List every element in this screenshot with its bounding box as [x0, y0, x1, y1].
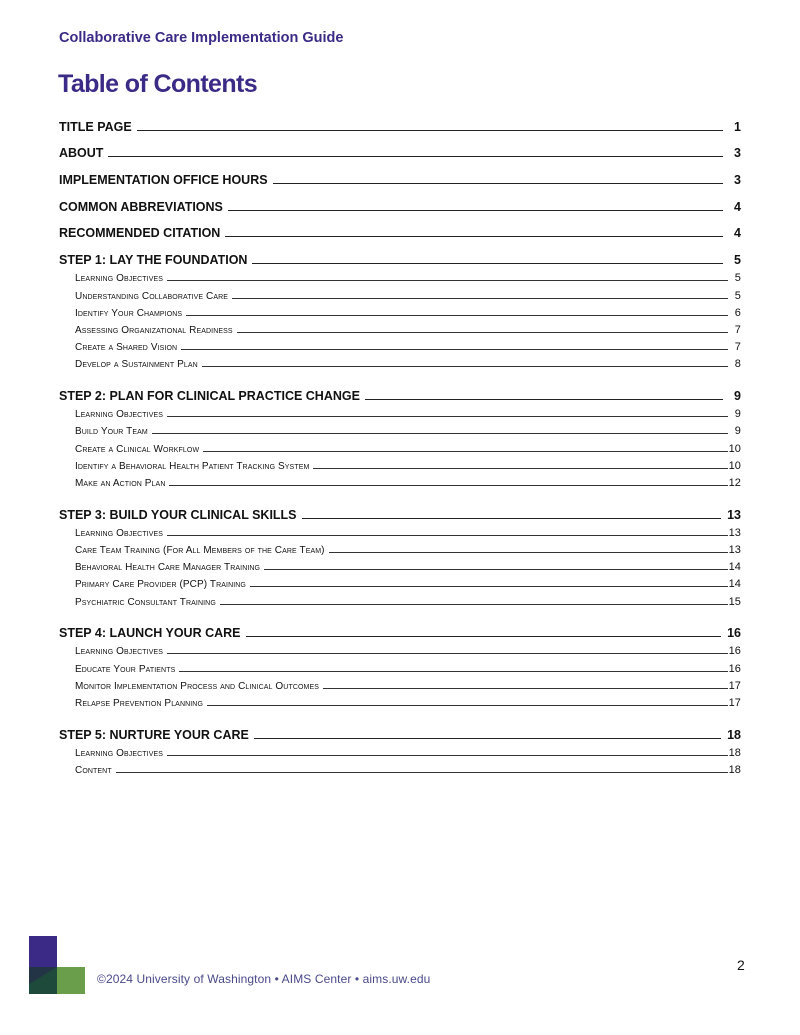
- toc-entry-page: 7: [734, 341, 741, 354]
- toc-entry-label: RECOMMENDED CITATION: [59, 226, 221, 241]
- toc-entry-label: Psychiatric Consultant Training: [75, 596, 216, 608]
- dot-leader: [207, 705, 728, 706]
- dot-leader: [116, 772, 728, 773]
- toc-entry-page: 4: [734, 226, 741, 241]
- dot-leader: [264, 569, 727, 570]
- toc-subentry[interactable]: [59, 267, 741, 284]
- toc-entry-page: 9: [734, 408, 741, 421]
- dot-leader: [250, 586, 728, 587]
- toc-entry-page: 13: [727, 507, 741, 522]
- toc-entry-page: 14: [728, 578, 741, 591]
- dot-leader: [246, 636, 722, 637]
- toc-entry-page: 18: [728, 746, 741, 759]
- toc-entry-label: Primary Care Provider (PCP) Training: [75, 579, 246, 591]
- toc-entry-page: 12: [728, 476, 741, 489]
- dot-leader: [302, 518, 722, 519]
- toc-subentry[interactable]: [59, 437, 741, 454]
- dot-leader: [202, 366, 728, 367]
- toc-subentry[interactable]: [59, 657, 741, 674]
- dot-leader: [225, 236, 723, 237]
- toc-subentry[interactable]: [59, 539, 741, 556]
- toc-entry-page: 5: [734, 253, 741, 268]
- toc-entry-page: 15: [728, 595, 741, 608]
- dot-leader: [167, 280, 728, 281]
- toc-entry-label: Make an Action Plan: [75, 477, 166, 489]
- toc-subentry[interactable]: [59, 403, 741, 420]
- dot-leader: [167, 416, 728, 417]
- toc-entry-page: 8: [734, 358, 741, 371]
- dot-leader: [228, 210, 723, 211]
- dot-leader: [254, 738, 721, 739]
- dot-leader: [203, 451, 727, 452]
- toc-entry-page: 5: [734, 272, 741, 285]
- toc-entry-page: 9: [734, 425, 741, 438]
- toc-entry-label: STEP 5: NURTURE YOUR CARE: [59, 727, 249, 742]
- toc-entry-label: Learning Objectives: [75, 646, 164, 658]
- toc-subentry[interactable]: [59, 590, 741, 607]
- toc-entry-label: Create a Shared Vision: [75, 342, 178, 354]
- dot-leader: [137, 130, 723, 131]
- toc-entry[interactable]: [59, 160, 741, 187]
- toc-entry-label: Educate Your Patients: [75, 663, 176, 675]
- dot-leader: [273, 183, 723, 184]
- toc-entry-label: STEP 3: BUILD YOUR CLINICAL SKILLS: [59, 507, 297, 522]
- dot-leader: [152, 433, 728, 434]
- toc-entry[interactable]: [59, 187, 741, 214]
- toc-subentry[interactable]: [59, 420, 741, 437]
- toc-step-entry[interactable]: [59, 614, 741, 641]
- toc-subentry[interactable]: [59, 692, 741, 709]
- table-of-contents: [59, 107, 741, 782]
- toc-entry-page: 13: [728, 543, 741, 556]
- toc-entry-page: 18: [727, 727, 741, 742]
- toc-entry-page: 17: [728, 679, 741, 692]
- toc-entry-page: 16: [728, 662, 741, 675]
- dot-leader: [108, 156, 723, 157]
- dot-leader: [167, 653, 728, 654]
- toc-entry-label: IMPLEMENTATION OFFICE HOURS: [59, 173, 268, 188]
- toc-subentry[interactable]: [59, 472, 741, 489]
- toc-entry-page: 9: [734, 388, 741, 403]
- toc-entry-page: 4: [734, 199, 741, 214]
- toc-step-entry[interactable]: [59, 240, 741, 267]
- toc-entry-label: ABOUT: [59, 146, 104, 161]
- dot-leader: [186, 315, 728, 316]
- toc-subentry[interactable]: [59, 284, 741, 301]
- toc-entry-label: Learning Objectives: [75, 747, 164, 759]
- dot-leader: [167, 535, 728, 536]
- toc-entry-page: 7: [734, 323, 741, 336]
- toc-entry-page: 10: [728, 459, 741, 472]
- dot-leader: [232, 298, 728, 299]
- toc-step-subsections: [59, 522, 741, 608]
- toc-entry-page: 5: [734, 289, 741, 302]
- toc-entry[interactable]: [59, 134, 741, 161]
- toc-entry-label: Learning Objectives: [75, 409, 164, 421]
- toc-subentry[interactable]: [59, 675, 741, 692]
- toc-entry-page: 6: [734, 306, 741, 319]
- toc-entry-label: Learning Objectives: [75, 527, 164, 539]
- footer-copyright: ©2024 University of Washington • AIMS Center • aims.uw.edu: [97, 972, 431, 986]
- toc-entry-page: 16: [727, 626, 741, 641]
- toc-entry-label: STEP 4: LAUNCH YOUR CARE: [59, 626, 241, 641]
- toc-entry-label: STEP 1: LAY THE FOUNDATION: [59, 253, 248, 268]
- toc-entry-page: 10: [728, 442, 741, 455]
- dot-leader: [329, 552, 728, 553]
- toc-entry-label: Develop a Sustainment Plan: [75, 359, 198, 371]
- toc-subentry[interactable]: [59, 640, 741, 657]
- toc-entry-label: Identify a Behavioral Health Patient Tracking System: [75, 460, 310, 472]
- dot-leader: [169, 485, 727, 486]
- dot-leader: [323, 688, 728, 689]
- toc-entry-label: Behavioral Health Care Manager Training: [75, 562, 261, 574]
- toc-entry-page: 3: [734, 173, 741, 188]
- toc-entry-label: Assessing Organizational Readiness: [75, 324, 233, 336]
- toc-entry-label: Create a Clinical Workflow: [75, 443, 200, 455]
- toc-subentry[interactable]: [59, 302, 741, 319]
- toc-entry-page: 14: [728, 561, 741, 574]
- toc-entry-page: 3: [734, 146, 741, 161]
- toc-entry-label: Care Team Training (For All Members of the Care Team): [75, 544, 325, 556]
- toc-entry-page: 17: [728, 696, 741, 709]
- toc-entry-label: STEP 2: PLAN FOR CLINICAL PRACTICE CHANGE: [59, 388, 360, 403]
- toc-entry[interactable]: [59, 214, 741, 241]
- toc-entry-page: 16: [728, 645, 741, 658]
- toc-subentry[interactable]: [59, 742, 741, 759]
- toc-entry-label: Content: [75, 765, 112, 776]
- toc-entry-label: Monitor Implementation Process and Clinical Outcomes: [75, 680, 320, 692]
- toc-subentry[interactable]: [59, 353, 741, 370]
- dot-leader: [237, 332, 728, 333]
- toc-entry-label: TITLE PAGE: [59, 119, 132, 134]
- toc-title: Table of Contents: [58, 70, 258, 98]
- dot-leader: [179, 671, 727, 672]
- dot-leader: [313, 468, 727, 469]
- document-header-title: Collaborative Care Implementation Guide: [59, 30, 344, 46]
- toc-step-subsections: [59, 742, 741, 776]
- toc-entry-page: 13: [728, 526, 741, 539]
- toc-entry[interactable]: [59, 107, 741, 134]
- toc-entry-label: Build Your Team: [75, 426, 148, 438]
- toc-entry-page: 18: [728, 764, 741, 776]
- toc-step-subsections: [59, 267, 741, 370]
- toc-step-entry[interactable]: [59, 715, 741, 742]
- toc-step-entry[interactable]: [59, 495, 741, 522]
- toc-subentry[interactable]: [59, 522, 741, 539]
- dot-leader: [365, 399, 723, 400]
- toc-subentry[interactable]: [59, 759, 741, 776]
- aims-logo-icon: [29, 936, 85, 994]
- dot-leader: [181, 349, 728, 350]
- toc-step-subsections: [59, 403, 741, 489]
- toc-subentry[interactable]: [59, 319, 741, 336]
- toc-entry-label: Relapse Prevention Planning: [75, 697, 204, 709]
- toc-subentry[interactable]: [59, 573, 741, 590]
- page-number: 2: [737, 957, 745, 973]
- toc-entry-label: Learning Objectives: [75, 273, 164, 285]
- toc-entry-label: COMMON ABBREVIATIONS: [59, 199, 223, 214]
- toc-entry-page: 1: [734, 119, 741, 134]
- toc-step-entry[interactable]: [59, 376, 741, 403]
- dot-leader: [220, 604, 728, 605]
- toc-step-subsections: [59, 640, 741, 709]
- toc-subentry[interactable]: [59, 455, 741, 472]
- dot-leader: [252, 263, 723, 264]
- toc-entry-label: Understanding Collaborative Care: [75, 290, 229, 302]
- dot-leader: [167, 755, 728, 756]
- toc-subentry[interactable]: [59, 336, 741, 353]
- toc-subentry[interactable]: [59, 556, 741, 573]
- toc-entry-label: Identify Your Champions: [75, 307, 183, 319]
